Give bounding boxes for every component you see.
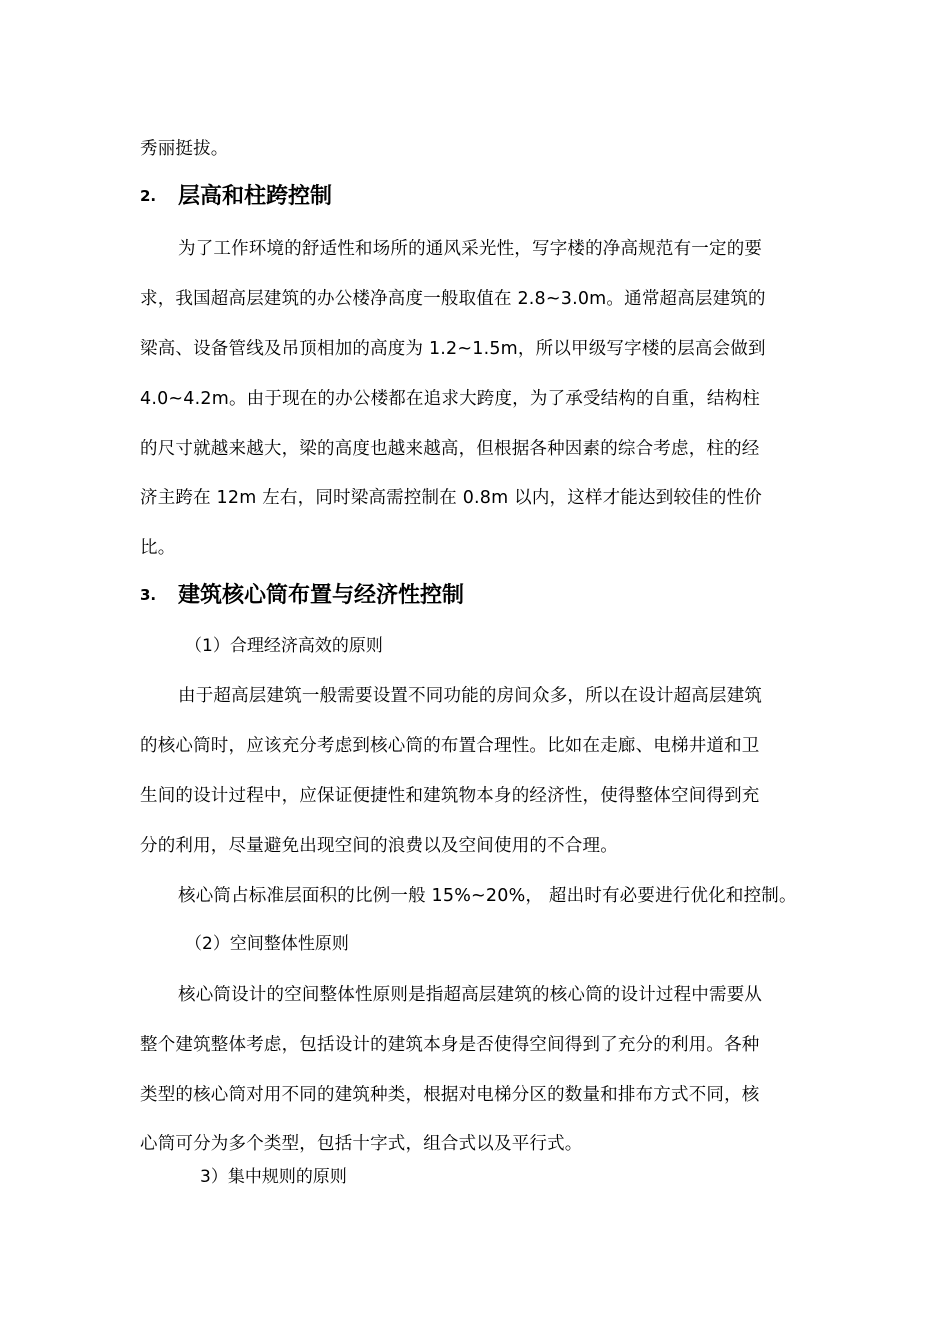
heading-title: 建筑核心筒布置与经济性控制 xyxy=(178,583,465,608)
section-heading-3 xyxy=(140,580,464,611)
heading-title: 层高和柱跨控制 xyxy=(178,184,333,209)
paragraph-line: 的核心筒时，应该充分考虑到核心筒的布置合理性。比如在走廊、电梯井道和卫 xyxy=(140,736,760,756)
heading-number: 2. xyxy=(140,187,157,205)
heading-number: 3. xyxy=(140,586,157,604)
section-heading-2 xyxy=(140,181,332,212)
paragraph-line: 4.0~4.2m。由于现在的办公楼都在追求大跨度，为了承受结构的自重，结构柱 xyxy=(140,389,760,409)
subheading-3: 3）集中规则的原则 xyxy=(200,1167,347,1187)
paragraph-line: 秀丽挺拔。 xyxy=(140,139,229,159)
paragraph-line: 核心筒占标准层面积的比例一般 15%~20%， 超出时有必要进行优化和控制。 xyxy=(178,886,797,906)
paragraph-line: 生间的设计过程中，应保证便捷性和建筑物本身的经济性，使得整体空间得到充 xyxy=(140,786,760,806)
subheading-1: （1）合理经济高效的原则 xyxy=(185,636,383,656)
paragraph-line: 心筒可分为多个类型，包括十字式，组合式以及平行式。 xyxy=(140,1134,583,1154)
paragraph-line: 整个建筑整体考虑，包括设计的建筑本身是否使得空间得到了充分的利用。各种 xyxy=(140,1035,760,1055)
paragraph-line: 类型的核心筒对用不同的建筑种类，根据对电梯分区的数量和排布方式不同，核 xyxy=(140,1085,760,1105)
paragraph-line: 核心筒设计的空间整体性原则是指超高层建筑的核心筒的设计过程中需要从 xyxy=(178,985,763,1005)
paragraph-line: 梁高、设备管线及吊顶相加的高度为 1.2~1.5m，所以甲级写字楼的层高会做到 xyxy=(140,339,766,359)
paragraph-line: 分的利用，尽量避免出现空间的浪费以及空间使用的不合理。 xyxy=(140,836,618,856)
paragraph-line: 求，我国超高层建筑的办公楼净高度一般取值在 2.8~3.0m。通常超高层建筑的 xyxy=(140,289,766,309)
paragraph-line: 比。 xyxy=(140,538,176,558)
paragraph-line: 济主跨在 12m 左右，同时梁高需控制在 0.8m 以内，这样才能达到较佳的性价 xyxy=(140,488,762,508)
subheading-2: （2）空间整体性原则 xyxy=(185,934,349,954)
paragraph-line: 由于超高层建筑一般需要设置不同功能的房间众多，所以在设计超高层建筑 xyxy=(178,686,763,706)
paragraph-line: 为了工作环境的舒适性和场所的通风采光性，写字楼的净高规范有一定的要 xyxy=(178,239,763,259)
paragraph-line: 的尺寸就越来越大，梁的高度也越来越高，但根据各种因素的综合考虑，柱的经 xyxy=(140,439,760,459)
